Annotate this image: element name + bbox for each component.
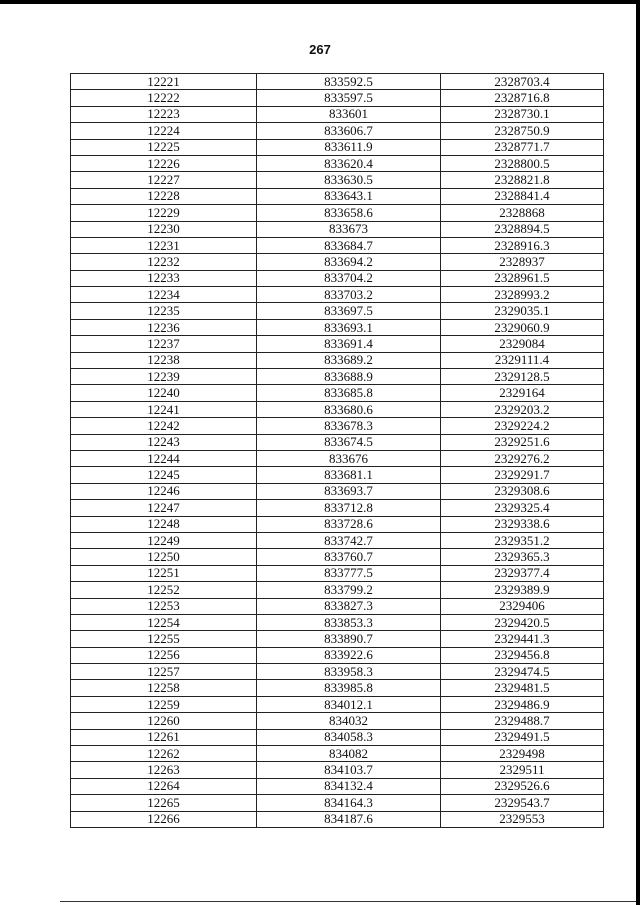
point-id-cell: 12232 (71, 254, 257, 270)
y-coordinate-cell: 2329224.2 (441, 418, 604, 434)
y-coordinate-cell: 2329338.6 (441, 516, 604, 532)
point-id-cell: 12233 (71, 270, 257, 286)
y-coordinate-cell: 2328868 (441, 205, 604, 221)
point-id-cell: 12225 (71, 139, 257, 155)
y-coordinate-cell: 2328841.4 (441, 188, 604, 204)
y-coordinate-cell: 2329420.5 (441, 614, 604, 630)
table-row (71, 729, 604, 745)
y-coordinate-cell: 2329276.2 (441, 450, 604, 466)
table-row (71, 565, 604, 581)
table-row (71, 680, 604, 696)
table-body (71, 74, 604, 828)
x-coordinate-cell: 833712.8 (257, 500, 441, 516)
table-row (71, 401, 604, 417)
x-coordinate-cell: 833685.8 (257, 385, 441, 401)
y-coordinate-cell: 2329365.3 (441, 549, 604, 565)
point-id-cell: 12238 (71, 352, 257, 368)
y-coordinate-cell: 2328771.7 (441, 139, 604, 155)
x-coordinate-cell: 833697.5 (257, 303, 441, 319)
x-coordinate-cell: 833760.7 (257, 549, 441, 565)
y-coordinate-cell: 2329377.4 (441, 565, 604, 581)
page-number: 267 (309, 42, 331, 57)
table-row (71, 303, 604, 319)
x-coordinate-cell: 833704.2 (257, 270, 441, 286)
point-id-cell: 12243 (71, 434, 257, 450)
x-coordinate-cell: 833689.2 (257, 352, 441, 368)
page-right-edge (636, 0, 640, 905)
y-coordinate-cell: 2329325.4 (441, 500, 604, 516)
table-row (71, 74, 604, 90)
table-row (71, 155, 604, 171)
table-row (71, 434, 604, 450)
x-coordinate-cell: 833688.9 (257, 369, 441, 385)
x-coordinate-cell: 833676 (257, 450, 441, 466)
y-coordinate-cell: 2329084 (441, 336, 604, 352)
x-coordinate-cell: 834058.3 (257, 729, 441, 745)
y-coordinate-cell: 2329351.2 (441, 532, 604, 548)
y-coordinate-cell: 2328916.3 (441, 237, 604, 253)
x-coordinate-cell: 833630.5 (257, 172, 441, 188)
table-row (71, 664, 604, 680)
point-id-cell: 12253 (71, 598, 257, 614)
x-coordinate-cell: 833694.2 (257, 254, 441, 270)
table-row (71, 106, 604, 122)
table-row (71, 450, 604, 466)
x-coordinate-cell: 833985.8 (257, 680, 441, 696)
point-id-cell: 12242 (71, 418, 257, 434)
point-id-cell: 12228 (71, 188, 257, 204)
y-coordinate-cell: 2328894.5 (441, 221, 604, 237)
y-coordinate-cell: 2328750.9 (441, 123, 604, 139)
table-row (71, 352, 604, 368)
point-id-cell: 12247 (71, 500, 257, 516)
table-row (71, 172, 604, 188)
point-id-cell: 12256 (71, 647, 257, 663)
table-row (71, 500, 604, 516)
point-id-cell: 12246 (71, 483, 257, 499)
point-id-cell: 12235 (71, 303, 257, 319)
table-row (71, 746, 604, 762)
x-coordinate-cell: 833922.6 (257, 647, 441, 663)
point-id-cell: 12261 (71, 729, 257, 745)
point-id-cell: 12236 (71, 319, 257, 335)
x-coordinate-cell: 833606.7 (257, 123, 441, 139)
x-coordinate-cell: 833827.3 (257, 598, 441, 614)
table-row (71, 205, 604, 221)
table-row (71, 221, 604, 237)
table-row (71, 385, 604, 401)
point-id-cell: 12255 (71, 631, 257, 647)
x-coordinate-cell: 834103.7 (257, 762, 441, 778)
y-coordinate-cell: 2329111.4 (441, 352, 604, 368)
y-coordinate-cell: 2329486.9 (441, 696, 604, 712)
table-row (71, 811, 604, 827)
table-row (71, 188, 604, 204)
x-coordinate-cell: 833680.6 (257, 401, 441, 417)
y-coordinate-cell: 2329488.7 (441, 713, 604, 729)
x-coordinate-cell: 833728.6 (257, 516, 441, 532)
x-coordinate-cell: 833658.6 (257, 205, 441, 221)
x-coordinate-cell: 833592.5 (257, 74, 441, 90)
y-coordinate-cell: 2329481.5 (441, 680, 604, 696)
page-bottom-edge (60, 901, 636, 902)
point-id-cell: 12248 (71, 516, 257, 532)
point-id-cell: 12251 (71, 565, 257, 581)
point-id-cell: 12229 (71, 205, 257, 221)
x-coordinate-cell: 833684.7 (257, 237, 441, 253)
x-coordinate-cell: 834164.3 (257, 795, 441, 811)
table-row (71, 418, 604, 434)
x-coordinate-cell: 833693.7 (257, 483, 441, 499)
y-coordinate-cell: 2329035.1 (441, 303, 604, 319)
point-id-cell: 12250 (71, 549, 257, 565)
table-row (71, 696, 604, 712)
y-coordinate-cell: 2329553 (441, 811, 604, 827)
table-row (71, 532, 604, 548)
x-coordinate-cell: 833643.1 (257, 188, 441, 204)
y-coordinate-cell: 2328716.8 (441, 90, 604, 106)
x-coordinate-cell: 833703.2 (257, 287, 441, 303)
point-id-cell: 12224 (71, 123, 257, 139)
x-coordinate-cell: 833678.3 (257, 418, 441, 434)
point-id-cell: 12237 (71, 336, 257, 352)
x-coordinate-cell: 833693.1 (257, 319, 441, 335)
y-coordinate-cell: 2329511 (441, 762, 604, 778)
table-row (71, 139, 604, 155)
point-id-cell: 12231 (71, 237, 257, 253)
table-row (71, 647, 604, 663)
table-row (71, 713, 604, 729)
point-id-cell: 12264 (71, 778, 257, 794)
y-coordinate-cell: 2328730.1 (441, 106, 604, 122)
x-coordinate-cell: 833742.7 (257, 532, 441, 548)
table-row (71, 254, 604, 270)
y-coordinate-cell: 2329498 (441, 746, 604, 762)
x-coordinate-cell: 834082 (257, 746, 441, 762)
x-coordinate-cell: 833681.1 (257, 467, 441, 483)
point-id-cell: 12245 (71, 467, 257, 483)
x-coordinate-cell: 833958.3 (257, 664, 441, 680)
y-coordinate-cell: 2329203.2 (441, 401, 604, 417)
point-id-cell: 12262 (71, 746, 257, 762)
point-id-cell: 12239 (71, 369, 257, 385)
table-row (71, 369, 604, 385)
y-coordinate-cell: 2329474.5 (441, 664, 604, 680)
x-coordinate-cell: 833620.4 (257, 155, 441, 171)
point-id-cell: 12241 (71, 401, 257, 417)
point-id-cell: 12234 (71, 287, 257, 303)
x-coordinate-cell: 833799.2 (257, 582, 441, 598)
point-id-cell: 12230 (71, 221, 257, 237)
table-row (71, 336, 604, 352)
y-coordinate-cell: 2328703.4 (441, 74, 604, 90)
y-coordinate-cell: 2328993.2 (441, 287, 604, 303)
x-coordinate-cell: 833597.5 (257, 90, 441, 106)
point-id-cell: 12223 (71, 106, 257, 122)
point-id-cell: 12252 (71, 582, 257, 598)
y-coordinate-cell: 2329251.6 (441, 434, 604, 450)
x-coordinate-cell: 834012.1 (257, 696, 441, 712)
y-coordinate-cell: 2329406 (441, 598, 604, 614)
table-row (71, 237, 604, 253)
table-row (71, 762, 604, 778)
table-row (71, 319, 604, 335)
point-id-cell: 12260 (71, 713, 257, 729)
table-row (71, 614, 604, 630)
y-coordinate-cell: 2329441.3 (441, 631, 604, 647)
table-row (71, 287, 604, 303)
table-row (71, 90, 604, 106)
x-coordinate-cell: 833611.9 (257, 139, 441, 155)
table-row (71, 598, 604, 614)
y-coordinate-cell: 2328961.5 (441, 270, 604, 286)
y-coordinate-cell: 2329128.5 (441, 369, 604, 385)
point-id-cell: 12226 (71, 155, 257, 171)
point-id-cell: 12258 (71, 680, 257, 696)
y-coordinate-cell: 2329491.5 (441, 729, 604, 745)
y-coordinate-cell: 2328800.5 (441, 155, 604, 171)
x-coordinate-cell: 834187.6 (257, 811, 441, 827)
table-row (71, 483, 604, 499)
y-coordinate-cell: 2329308.6 (441, 483, 604, 499)
page-top-edge (0, 0, 640, 4)
y-coordinate-cell: 2329389.9 (441, 582, 604, 598)
x-coordinate-cell: 834132.4 (257, 778, 441, 794)
y-coordinate-cell: 2329543.7 (441, 795, 604, 811)
point-id-cell: 12266 (71, 811, 257, 827)
y-coordinate-cell: 2329164 (441, 385, 604, 401)
table-row (71, 549, 604, 565)
point-id-cell: 12227 (71, 172, 257, 188)
point-id-cell: 12249 (71, 532, 257, 548)
coordinate-table (70, 73, 604, 828)
x-coordinate-cell: 833890.7 (257, 631, 441, 647)
x-coordinate-cell: 833691.4 (257, 336, 441, 352)
x-coordinate-cell: 833601 (257, 106, 441, 122)
y-coordinate-cell: 2329291.7 (441, 467, 604, 483)
point-id-cell: 12244 (71, 450, 257, 466)
point-id-cell: 12221 (71, 74, 257, 90)
y-coordinate-cell: 2329456.8 (441, 647, 604, 663)
table-row (71, 516, 604, 532)
point-id-cell: 12265 (71, 795, 257, 811)
y-coordinate-cell: 2329060.9 (441, 319, 604, 335)
table-row (71, 778, 604, 794)
x-coordinate-cell: 833853.3 (257, 614, 441, 630)
table-row (71, 467, 604, 483)
table-row (71, 631, 604, 647)
x-coordinate-cell: 833777.5 (257, 565, 441, 581)
table-row (71, 270, 604, 286)
point-id-cell: 12254 (71, 614, 257, 630)
point-id-cell: 12263 (71, 762, 257, 778)
point-id-cell: 12259 (71, 696, 257, 712)
y-coordinate-cell: 2328821.8 (441, 172, 604, 188)
x-coordinate-cell: 833674.5 (257, 434, 441, 450)
table-row (71, 582, 604, 598)
x-coordinate-cell: 834032 (257, 713, 441, 729)
point-id-cell: 12257 (71, 664, 257, 680)
table-row (71, 123, 604, 139)
point-id-cell: 12222 (71, 90, 257, 106)
table-row (71, 795, 604, 811)
y-coordinate-cell: 2328937 (441, 254, 604, 270)
x-coordinate-cell: 833673 (257, 221, 441, 237)
y-coordinate-cell: 2329526.6 (441, 778, 604, 794)
point-id-cell: 12240 (71, 385, 257, 401)
